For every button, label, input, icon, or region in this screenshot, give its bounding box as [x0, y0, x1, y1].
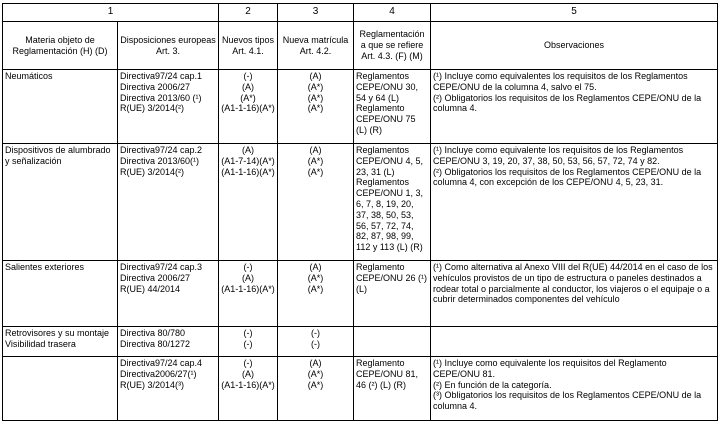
- disposiciones-line: R(UE) 44/2014: [120, 283, 181, 294]
- header-materia: Materia objeto de Reglamentación (H) (D): [3, 22, 118, 70]
- nueva-matricula-line: (-): [311, 338, 320, 349]
- materia-line: Salientes exteriores: [5, 262, 85, 272]
- materia-cell: [3, 144, 118, 261]
- nueva-matricula-line: (A): [309, 358, 322, 368]
- nuevos-tipos-cell: [219, 261, 278, 327]
- observaciones-cell: [431, 144, 718, 261]
- nuevos-tipos-cell: [219, 357, 278, 421]
- nueva-matricula-line: (A*): [307, 166, 324, 177]
- column-number-2: 2: [219, 4, 278, 22]
- column-number-1: 1: [3, 4, 219, 22]
- nuevos-tipos-line: (-): [243, 338, 253, 349]
- reglamentacion-line: Reglamentos CEPE/ONU 30, 54 y 64 (L): [356, 71, 419, 103]
- nueva-matricula-line: (A*): [307, 103, 324, 114]
- materia-cell: [3, 357, 118, 421]
- nuevos-tipos-line: (A1-1-16)(A*): [221, 103, 275, 114]
- materia-line: Dispositivos de alumbrado y señalización: [5, 145, 111, 166]
- observaciones-line: (¹) Incluye como equivalentes los requisitos de los Reglamentos CEPE/ONU de la columna 4, salvo el 75.: [433, 71, 688, 92]
- nueva-matricula-cell: [278, 144, 354, 261]
- reglamentacion-cell: [354, 357, 431, 421]
- nuevos-tipos-cell: [219, 144, 278, 261]
- materia-line: Retrovisores y su montaje Visibilidad trasera: [5, 328, 110, 349]
- table-row: [3, 261, 718, 327]
- disposiciones-line: Directiva 2013/60(¹): [120, 155, 200, 166]
- disposiciones-cell: [118, 327, 219, 357]
- nuevos-tipos-line: (A*): [240, 92, 256, 103]
- disposiciones-line: R(UE) 3/2014(²): [120, 103, 185, 114]
- nuevos-tipos-cell: [219, 327, 278, 357]
- disposiciones-line: Directiva97/24 cap.3: [120, 262, 203, 272]
- table-body: [3, 70, 718, 421]
- header-disposiciones: Disposiciones europeas Art. 3.: [118, 22, 219, 70]
- materia-cell: [3, 327, 118, 357]
- nuevos-tipos-line: (A1-7-14)(A*): [221, 155, 275, 166]
- nueva-matricula-line: (A): [309, 145, 322, 155]
- nueva-matricula-cell: [278, 261, 354, 327]
- header-nuevos-tipos: Nuevos tipos Art. 4.1.: [219, 22, 278, 70]
- nuevos-tipos-line: (A1-1-16)(A*): [221, 283, 275, 294]
- disposiciones-line: Directiva 2013/60 (¹): [120, 92, 202, 103]
- reglamentacion-cell: [354, 261, 431, 327]
- observaciones-line: (²) Obligatorios los requisitos de los Reglamentos CEPE/ONU de la columna 4, con excepción de los CEPE/ONU 4, 5, 23, 31.: [433, 166, 702, 188]
- reglamentacion-line: Reglamentos CEPE/ONU 4, 5, 23, 31 (L): [356, 145, 424, 177]
- nuevos-tipos-line: (-): [243, 262, 253, 272]
- nueva-matricula-line: (A): [309, 71, 322, 81]
- observaciones-cell: [431, 70, 718, 144]
- nuevos-tipos-cell: [219, 70, 278, 144]
- disposiciones-line: Directiva 2006/27: [120, 272, 191, 283]
- disposiciones-line: Directiva97/24 cap.2: [120, 145, 203, 155]
- table-row: [3, 144, 718, 261]
- nuevos-tipos-line: (A1-1-16)(A*): [221, 166, 275, 177]
- nuevos-tipos-line: (A): [242, 145, 254, 155]
- regulation-table: [2, 3, 718, 421]
- disposiciones-cell: [118, 357, 219, 421]
- observaciones-cell: [431, 327, 718, 357]
- nueva-matricula-cell: [278, 327, 354, 357]
- reglamentacion-line: Reglamento CEPE/ONU 75 (L) (R): [356, 103, 416, 135]
- nueva-matricula-line: (A*): [307, 379, 324, 390]
- header-row: [3, 22, 718, 70]
- disposiciones-cell: [118, 70, 219, 144]
- disposiciones-line: Directiva 2006/27: [120, 81, 191, 92]
- table-row: [3, 70, 718, 144]
- header-nueva-matricula: Nueva matrícula Art. 4.2.: [278, 22, 354, 70]
- nuevos-tipos-line: (-): [243, 71, 253, 81]
- observaciones-line: (²) Obligatorios los requisitos de los Reglamentos CEPE/ONU de la columna 4.: [433, 92, 702, 114]
- disposiciones-cell: [118, 261, 219, 327]
- nueva-matricula-cell: [278, 70, 354, 144]
- nueva-matricula-cell: [278, 357, 354, 421]
- disposiciones-line: R(UE) 3/2014(²): [120, 166, 185, 177]
- observaciones-cell: [431, 261, 718, 327]
- column-number-4: 4: [354, 4, 431, 22]
- disposiciones-line: Directiva97/24 cap.4: [120, 358, 203, 368]
- nuevos-tipos-line: (A): [242, 368, 254, 379]
- nuevos-tipos-line: (A): [242, 81, 254, 92]
- nueva-matricula-line: (A*): [307, 155, 324, 166]
- nueva-matricula-line: (A*): [307, 81, 324, 92]
- materia-line: Neumáticos: [5, 71, 53, 81]
- reglamentacion-cell: [354, 327, 431, 357]
- disposiciones-line: Directiva97/24 cap.1: [120, 71, 203, 81]
- nuevos-tipos-line: (A1-1-16)(A*): [221, 379, 275, 390]
- disposiciones-line: Directiva 80/780: [120, 328, 186, 338]
- column-number-3: 3: [278, 4, 354, 22]
- header-reglamentacion: Reglamentación a que se refiere Art. 4.3. (F) (M): [354, 22, 431, 70]
- reglamentacion-line: Reglamento CEPE/ONU 26 (¹) (L): [356, 262, 428, 294]
- header-observaciones: Observaciones: [431, 22, 718, 70]
- reglamentacion-cell: [354, 70, 431, 144]
- observaciones-line: (¹) Como alternativa al Anexo VIII del R(UE) 44/2014 en el caso de los vehículos provistos de un tipo de estructura o paneles destinados a rodear total o parcialmente al conductor, los viajeros o el equipaje o a cubrir determinados componentes del vehículo: [433, 262, 713, 305]
- observaciones-cell: [431, 357, 718, 421]
- nueva-matricula-line: (A*): [307, 368, 324, 379]
- reglamentacion-line: Reglamento CEPE/ONU 81, 46 (²) (L) (R): [356, 358, 419, 390]
- disposiciones-line: R(UE) 3/2014(³): [120, 379, 185, 390]
- nuevos-tipos-line: (-): [243, 358, 253, 368]
- observaciones-line: (²) En función de la categoría.: [433, 379, 552, 390]
- nueva-matricula-line: (A*): [307, 283, 324, 294]
- disposiciones-line: Directiva 80/1272: [120, 338, 191, 349]
- observaciones-line: (¹) Incluye como equivalente los requisitos del Reglamento CEPE/ONU 81.: [433, 358, 667, 379]
- nueva-matricula-line: (A*): [307, 272, 324, 283]
- observaciones-line: (³) Obligatorios los requisitos de los Reglamentos CEPE/ONU de la columna 4.: [433, 390, 702, 412]
- table-row: [3, 327, 718, 357]
- nuevos-tipos-line: (A): [242, 272, 254, 283]
- column-number-row: [3, 4, 718, 22]
- disposiciones-cell: [118, 144, 219, 261]
- reglamentacion-cell: [354, 144, 431, 261]
- observaciones-line: (¹) Incluye como equivalente los requisitos de los Reglamentos CEPE/ONU 3, 19, 20, 37, 38, 50, 53, 56, 57, 72, 74 y 82.: [433, 145, 684, 166]
- nueva-matricula-line: (-): [311, 328, 320, 338]
- nueva-matricula-line: (A*): [307, 92, 324, 103]
- reglamentacion-line: Reglamentos CEPE/ONU 1, 3, 6, 7, 8, 19, 20, 37, 38, 50, 53, 56, 57, 72, 74, 82, 87, 98, 99, 112 y 113 (L) (R): [356, 177, 424, 253]
- column-number-5: 5: [431, 4, 718, 22]
- nuevos-tipos-line: (-): [243, 328, 253, 338]
- table-row: [3, 357, 718, 421]
- disposiciones-line: Directiva2006/27(¹): [120, 368, 197, 379]
- materia-cell: [3, 261, 118, 327]
- nueva-matricula-line: (A): [309, 262, 322, 272]
- materia-cell: [3, 70, 118, 144]
